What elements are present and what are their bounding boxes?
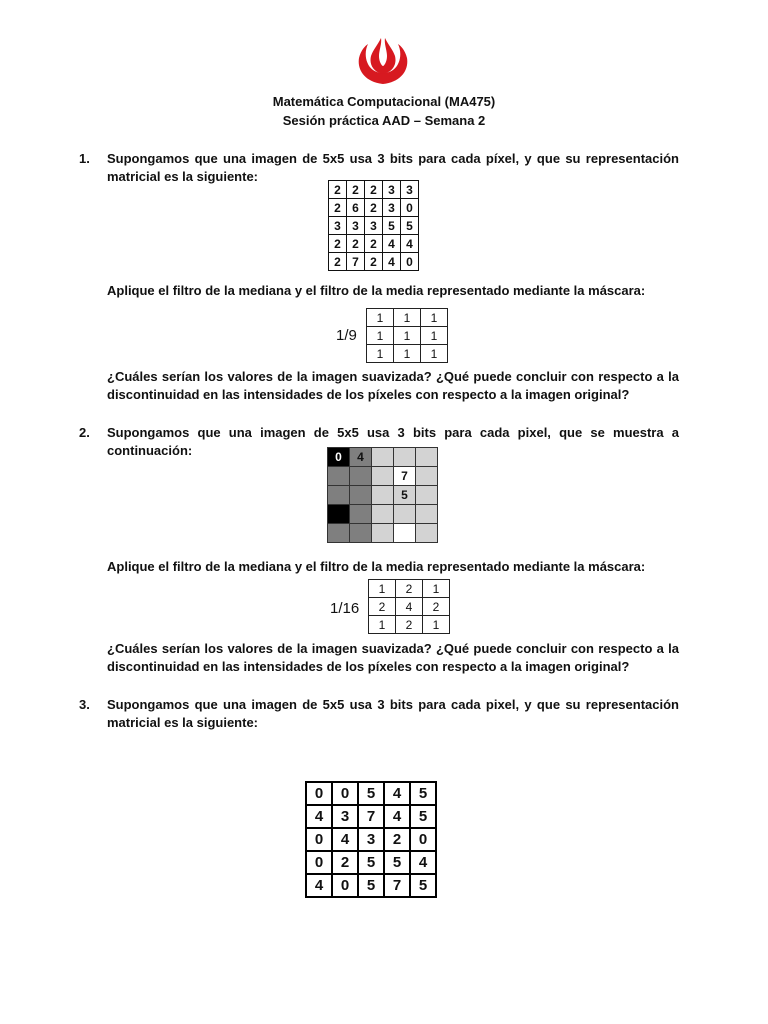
pixel-dark: 4 — [350, 448, 372, 467]
course-title: Matemática Computacional (MA475) — [272, 94, 496, 109]
matrix-cell: 3 — [383, 199, 401, 217]
matrix-cell: 0 — [306, 782, 332, 805]
matrix-cell: 6 — [347, 199, 365, 217]
mask-cell: 1 — [423, 616, 450, 634]
pixel-dark — [328, 467, 350, 486]
matrix-cell: 2 — [365, 181, 383, 199]
matrix-cell: 2 — [332, 851, 358, 874]
mask-cell: 2 — [369, 598, 396, 616]
matrix-cell: 2 — [329, 199, 347, 217]
problem-2-mask-factor: 1/16 — [330, 600, 360, 617]
mask-cell: 1 — [394, 345, 421, 363]
matrix-cell: 4 — [384, 782, 410, 805]
mask-cell: 1 — [367, 309, 394, 327]
matrix-cell: 4 — [383, 253, 401, 271]
mask-cell: 1 — [423, 580, 450, 598]
pixel-black — [328, 505, 350, 524]
problem-2-mask — [368, 579, 450, 634]
mask-cell: 1 — [421, 309, 448, 327]
pixel-light — [416, 467, 438, 486]
mask-cell: 1 — [367, 345, 394, 363]
matrix-cell: 7 — [384, 874, 410, 897]
matrix-cell: 0 — [401, 199, 419, 217]
problem-1-mask-factor: 1/9 — [336, 327, 357, 344]
problem-2-question: ¿Cuáles serían los valores de la imagen suavizada? ¿Qué puede concluir con respecto a la discontinuidad en las intensidades de los píxeles con respecto a la imagen original? — [107, 641, 679, 674]
problem-1-number: 1. — [79, 151, 90, 166]
upc-logo-icon — [355, 34, 411, 86]
mask-cell: 4 — [396, 598, 423, 616]
problem-3-intro: Supongamos que una imagen de 5x5 usa 3 bits para cada pixel, y que su representación matricial es la siguiente: — [107, 697, 679, 730]
matrix-cell: 5 — [410, 874, 436, 897]
pixel-light — [416, 448, 438, 467]
pixel-light — [372, 524, 394, 543]
mask-cell: 2 — [396, 580, 423, 598]
mask-cell: 1 — [369, 580, 396, 598]
matrix-cell: 5 — [383, 217, 401, 235]
pixel-light — [372, 505, 394, 524]
pixel-light — [372, 486, 394, 505]
pixel-light — [394, 505, 416, 524]
mask-cell: 1 — [421, 327, 448, 345]
pixel-light — [416, 486, 438, 505]
matrix-cell: 2 — [384, 828, 410, 851]
matrix-cell: 7 — [358, 805, 384, 828]
matrix-cell: 4 — [306, 874, 332, 897]
pixel-white — [394, 524, 416, 543]
matrix-cell: 3 — [329, 217, 347, 235]
matrix-cell: 5 — [410, 782, 436, 805]
matrix-cell: 3 — [383, 181, 401, 199]
matrix-cell: 2 — [347, 235, 365, 253]
problem-3-matrix — [305, 781, 437, 898]
matrix-cell: 7 — [347, 253, 365, 271]
matrix-cell: 2 — [329, 253, 347, 271]
mask-cell: 1 — [367, 327, 394, 345]
pixel-light — [416, 505, 438, 524]
matrix-cell: 3 — [358, 828, 384, 851]
problem-1-intro: Supongamos que una imagen de 5x5 usa 3 bits para cada píxel, y que su representación matricial es la siguiente: — [107, 151, 679, 184]
matrix-cell: 4 — [332, 828, 358, 851]
problem-1-mask — [366, 308, 448, 363]
matrix-cell: 5 — [384, 851, 410, 874]
matrix-cell: 3 — [347, 217, 365, 235]
problem-1-question: ¿Cuáles serían los valores de la imagen suavizada? ¿Qué puede concluir con respecto a la discontinuidad en las intensidades de los píxeles con respecto a la imagen original? — [107, 369, 679, 402]
pixel-light — [372, 467, 394, 486]
pixel-light — [416, 524, 438, 543]
session-title: Sesión práctica AAD – Semana 2 — [282, 113, 486, 128]
pixel-light — [372, 448, 394, 467]
matrix-cell: 0 — [332, 874, 358, 897]
pixel-dark — [350, 467, 372, 486]
problem-1-matrix — [328, 180, 419, 271]
problem-2-instruction: Aplique el filtro de la mediana y el filtro de la media representado mediante la máscara: — [107, 559, 646, 574]
pixel-light: 5 — [394, 486, 416, 505]
matrix-cell: 2 — [347, 181, 365, 199]
mask-cell: 2 — [396, 616, 423, 634]
pixel-white: 7 — [394, 467, 416, 486]
pixel-black: 0 — [328, 448, 350, 467]
matrix-cell: 4 — [306, 805, 332, 828]
matrix-cell: 3 — [332, 805, 358, 828]
pixel-dark — [328, 524, 350, 543]
matrix-cell: 5 — [410, 805, 436, 828]
matrix-cell: 0 — [332, 782, 358, 805]
mask-cell: 2 — [423, 598, 450, 616]
matrix-cell: 0 — [410, 828, 436, 851]
problem-2-number: 2. — [79, 425, 90, 440]
matrix-cell: 5 — [358, 851, 384, 874]
pixel-light — [394, 448, 416, 467]
matrix-cell: 0 — [306, 828, 332, 851]
pixel-dark — [350, 524, 372, 543]
matrix-cell: 4 — [383, 235, 401, 253]
pixel-dark — [350, 486, 372, 505]
matrix-cell: 2 — [365, 235, 383, 253]
matrix-cell: 0 — [401, 253, 419, 271]
problem-3-number: 3. — [79, 697, 90, 712]
matrix-cell: 2 — [365, 253, 383, 271]
problem-2-gray-image — [327, 447, 438, 543]
pixel-dark — [350, 505, 372, 524]
matrix-cell: 3 — [365, 217, 383, 235]
matrix-cell: 5 — [401, 217, 419, 235]
pixel-dark — [328, 486, 350, 505]
matrix-cell: 5 — [358, 874, 384, 897]
matrix-cell: 3 — [401, 181, 419, 199]
mask-cell: 1 — [369, 616, 396, 634]
mask-cell: 1 — [421, 345, 448, 363]
problem-2-intro: Supongamos que una imagen de 5x5 usa 3 bits para cada pixel, que se muestra a continuación: — [107, 425, 679, 458]
matrix-cell: 2 — [365, 199, 383, 217]
problem-1-instruction: Aplique el filtro de la mediana y el filtro de la media representado mediante la máscara: — [107, 283, 646, 298]
matrix-cell: 4 — [401, 235, 419, 253]
matrix-cell: 0 — [306, 851, 332, 874]
mask-cell: 1 — [394, 327, 421, 345]
matrix-cell: 4 — [410, 851, 436, 874]
matrix-cell: 4 — [384, 805, 410, 828]
mask-cell: 1 — [394, 309, 421, 327]
matrix-cell: 2 — [329, 235, 347, 253]
matrix-cell: 5 — [358, 782, 384, 805]
matrix-cell: 2 — [329, 181, 347, 199]
